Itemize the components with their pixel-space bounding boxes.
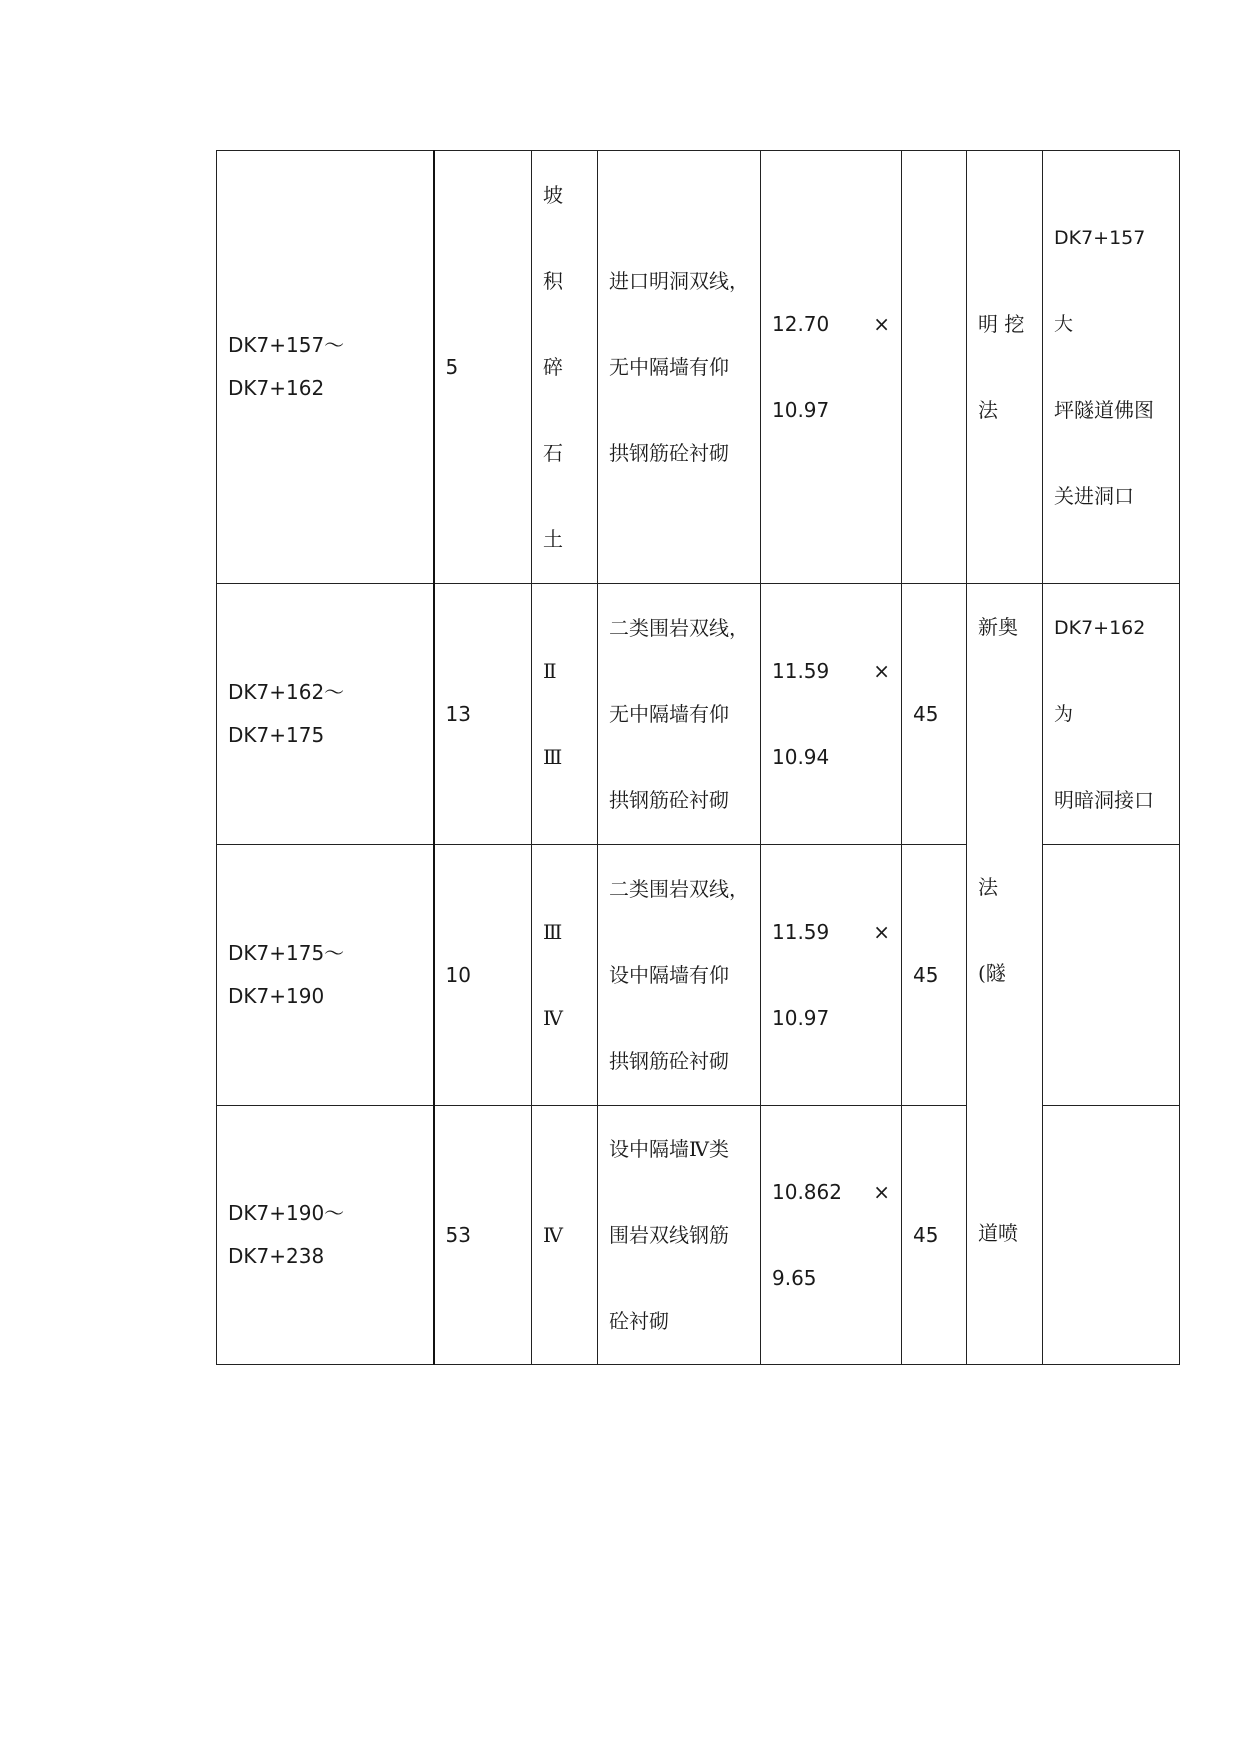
rock-grade-line: Ⅲ [543,745,563,769]
lining-line: 进口明洞双线， [609,269,749,293]
lining-line: 无中隔墙有仰 [609,702,729,726]
angle-cell: 45 [902,1106,967,1365]
remark-cell [1043,584,1180,845]
rock-grade-cell [532,151,598,584]
lining-line: 拱钢筋砼衬砌 [609,1049,729,1073]
angle-cell: 45 [902,845,967,1106]
remark-cell [1043,151,1180,584]
lining-line: 围岩双线钢筋 [609,1223,729,1247]
remark-line: 明暗洞接口 [1054,788,1154,812]
rock-grade-line: Ⅱ [543,659,557,683]
rock-grade-line: 土 [543,527,563,551]
mileage-cell: DK7+190～DK7+238 [217,1106,434,1365]
lining-line: 设中隔墙Ⅳ类 [609,1137,729,1161]
rock-grade-line: 碎 [543,355,563,379]
remark-cell [1043,845,1180,1106]
rock-grade-cell [532,584,598,845]
angle-cell: 45 [902,584,967,845]
method-line: (隧 [978,961,1006,985]
section-width: 12.70 [772,312,830,336]
section-height: 10.97 [772,398,830,422]
rock-grade-line: 积 [543,269,563,293]
rock-grade-cell [532,1106,598,1365]
remark-cell [1043,1106,1180,1365]
method-line: 新奥 [978,615,1018,639]
section-size-cell [761,151,902,584]
remark-line: 坪隧道佛图 [1054,398,1154,422]
lining-line: 设中隔墙有仰 [609,963,729,987]
remark-line: DK7+157 大 [1054,227,1165,335]
times-sign: × [873,1180,890,1204]
method-line: 明 挖 [978,312,1025,336]
lining-line: 砼衬砌 [609,1309,669,1333]
section-width: 11.59 [772,659,830,683]
section-size-cell [761,845,902,1106]
mileage-cell: DK7+175～DK7+190 [217,845,434,1106]
times-sign: × [873,920,890,944]
construction-method-cell [967,151,1043,584]
lining-line: 二类围岩双线， [609,877,749,901]
section-size-cell [761,584,902,845]
times-sign: × [873,659,890,683]
mileage-cell: DK7+157～DK7+162 [217,151,434,584]
section-height: 10.97 [772,1006,830,1030]
length-cell: 5 [434,151,532,584]
section-width: 10.862 [772,1180,842,1204]
length-cell: 13 [434,584,532,845]
lining-type-cell [598,845,761,1106]
section-size-cell [761,1106,902,1365]
lining-line: 拱钢筋砼衬砌 [609,441,729,465]
mileage-cell: DK7+162～DK7+175 [217,584,434,845]
remark-line: 关进洞口 [1054,484,1134,508]
remark-line: DK7+162 为 [1054,617,1165,725]
table-row [217,151,1180,584]
lining-type-cell [598,151,761,584]
method-line: 道喷 [978,1221,1018,1245]
lining-type-cell [598,1106,761,1365]
length-cell: 10 [434,845,532,1106]
rock-grade-line: 坡 [543,183,563,207]
rock-grade-line: 石 [543,441,563,465]
section-height: 10.94 [772,745,830,769]
rock-grade-line: Ⅳ [543,1006,563,1030]
tunnel-section-table [216,150,1180,1365]
lining-line: 拱钢筋砼衬砌 [609,788,729,812]
method-line: 法 [978,398,998,422]
length-cell: 53 [434,1106,532,1365]
rock-grade-line: Ⅳ [543,1222,563,1247]
rock-grade-cell [532,845,598,1106]
angle-cell [902,151,967,584]
table-row [217,584,1180,845]
section-height: 9.65 [772,1266,817,1290]
rock-grade-line: Ⅲ [543,920,563,944]
method-line: 法 [978,875,998,899]
construction-method-cell-merged [967,584,1043,1365]
times-sign: × [873,312,890,336]
lining-line: 无中隔墙有仰 [609,355,729,379]
section-width: 11.59 [772,920,830,944]
lining-type-cell [598,584,761,845]
lining-line: 二类围岩双线， [609,616,749,640]
